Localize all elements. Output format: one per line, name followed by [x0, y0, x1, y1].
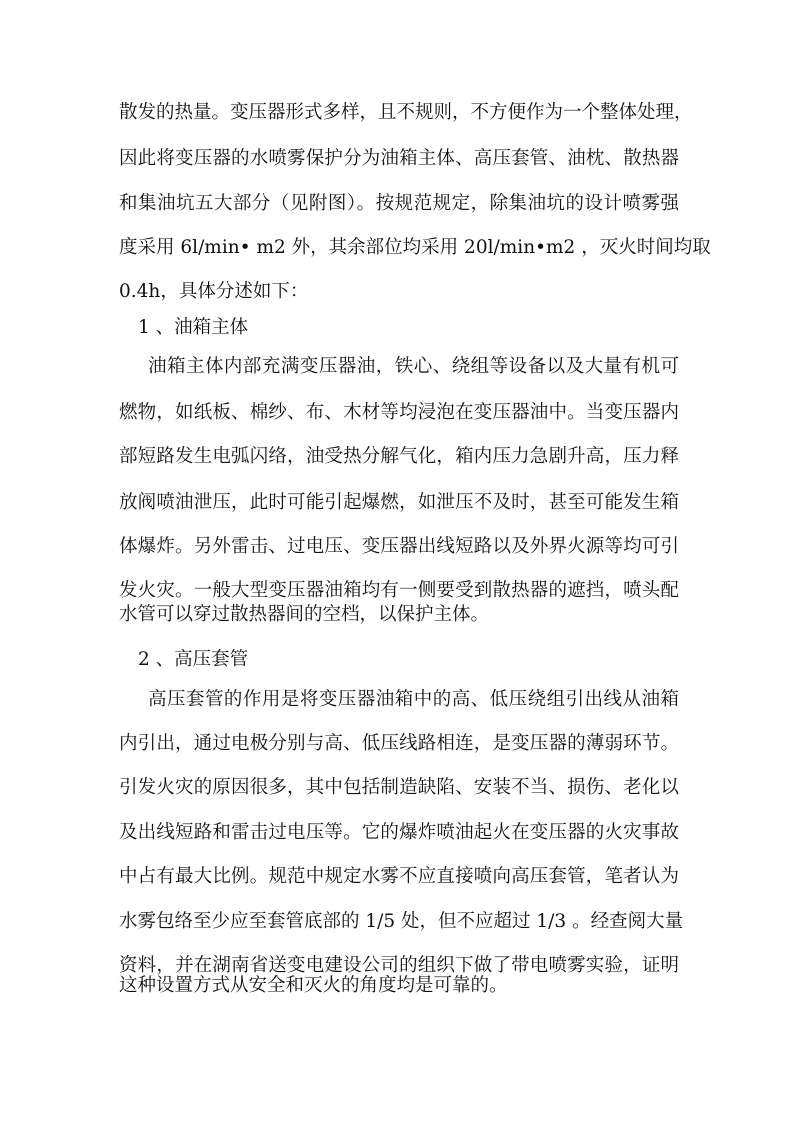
paragraph-2-line-2: 燃物，如纸板、棉纱、布、木材等均浸泡在变压器油中。当变压器内: [119, 402, 679, 423]
paragraph-3-line-7: 资料，并在湖南省送变电建设公司的组织下做了带电喷雾实验，证明: [119, 955, 679, 976]
paragraph-1-line-2: 因此将变压器的水喷雾保护分为油箱主体、高压套管、油枕、散热器: [119, 148, 679, 169]
paragraph-2-line-1: 油箱主体内部充满变压器油，铁心、绕组等设备以及大量有机可: [148, 356, 679, 377]
paragraph-3-line-3: 引发火灾的原因很多，其中包括制造缺陷、安装不当、损伤、老化以: [119, 777, 679, 798]
paragraph-1-line-3: 和集油坑五大部分（见附图）。按规范规定，除集油坑的设计喷雾强: [119, 193, 679, 214]
paragraph-3-line-8: 这种设置方式从安全和灭火的角度均是可靠的。: [119, 975, 508, 996]
section-heading-2: 2 、高压套管: [138, 649, 249, 670]
paragraph-2-line-7: 水管可以穿过散热器间的空档，以保护主体。: [119, 604, 490, 625]
paragraph-2-line-5: 体爆炸。另外雷击、过电压、变压器出线短路以及外界火源等均可引: [119, 536, 679, 557]
paragraph-2-line-6: 发火灾。一般大型变压器油箱均有一侧要受到散热器的遮挡，喷头配: [119, 580, 679, 601]
paragraph-1-line-5: 0.4h，具体分述如下：: [119, 281, 309, 302]
paragraph-1-line-4: 度采用 6l/min• m2 外，其余部位均采用 20l/min•m2 ，灭火时间均取: [119, 237, 711, 258]
section-heading-1: 1 、油箱主体: [138, 317, 249, 338]
paragraph-3-line-6: 水雾包络至少应至套管底部的 1/5 处，但不应超过 1/3 。经查阅大量: [119, 911, 684, 932]
paragraph-3-line-5: 中占有最大比例。规范中规定水雾不应直接喷向高压套管，笔者认为: [119, 866, 679, 887]
paragraph-2-line-3: 部短路发生电弧闪络，油受热分解气化，箱内压力急剧升高，压力释: [119, 446, 679, 467]
paragraph-2-line-4: 放阀喷油泄压，此时可能引起爆燃，如泄压不及时，甚至可能发生箱: [119, 492, 679, 513]
paragraph-3-line-2: 内引出，通过电极分别与高、低压线路相连，是变压器的薄弱环节。: [119, 733, 679, 754]
paragraph-3-line-1: 高压套管的作用是将变压器油箱中的高、低压绕组引出线从油箱: [148, 689, 679, 710]
paragraph-3-line-4: 及出线短路和雷击过电压等。它的爆炸喷油起火在变压器的火灾事故: [119, 822, 679, 843]
paragraph-1-line-1: 散发的热量。变压器形式多样，且不规则，不方便作为一个整体处理，: [119, 102, 693, 123]
